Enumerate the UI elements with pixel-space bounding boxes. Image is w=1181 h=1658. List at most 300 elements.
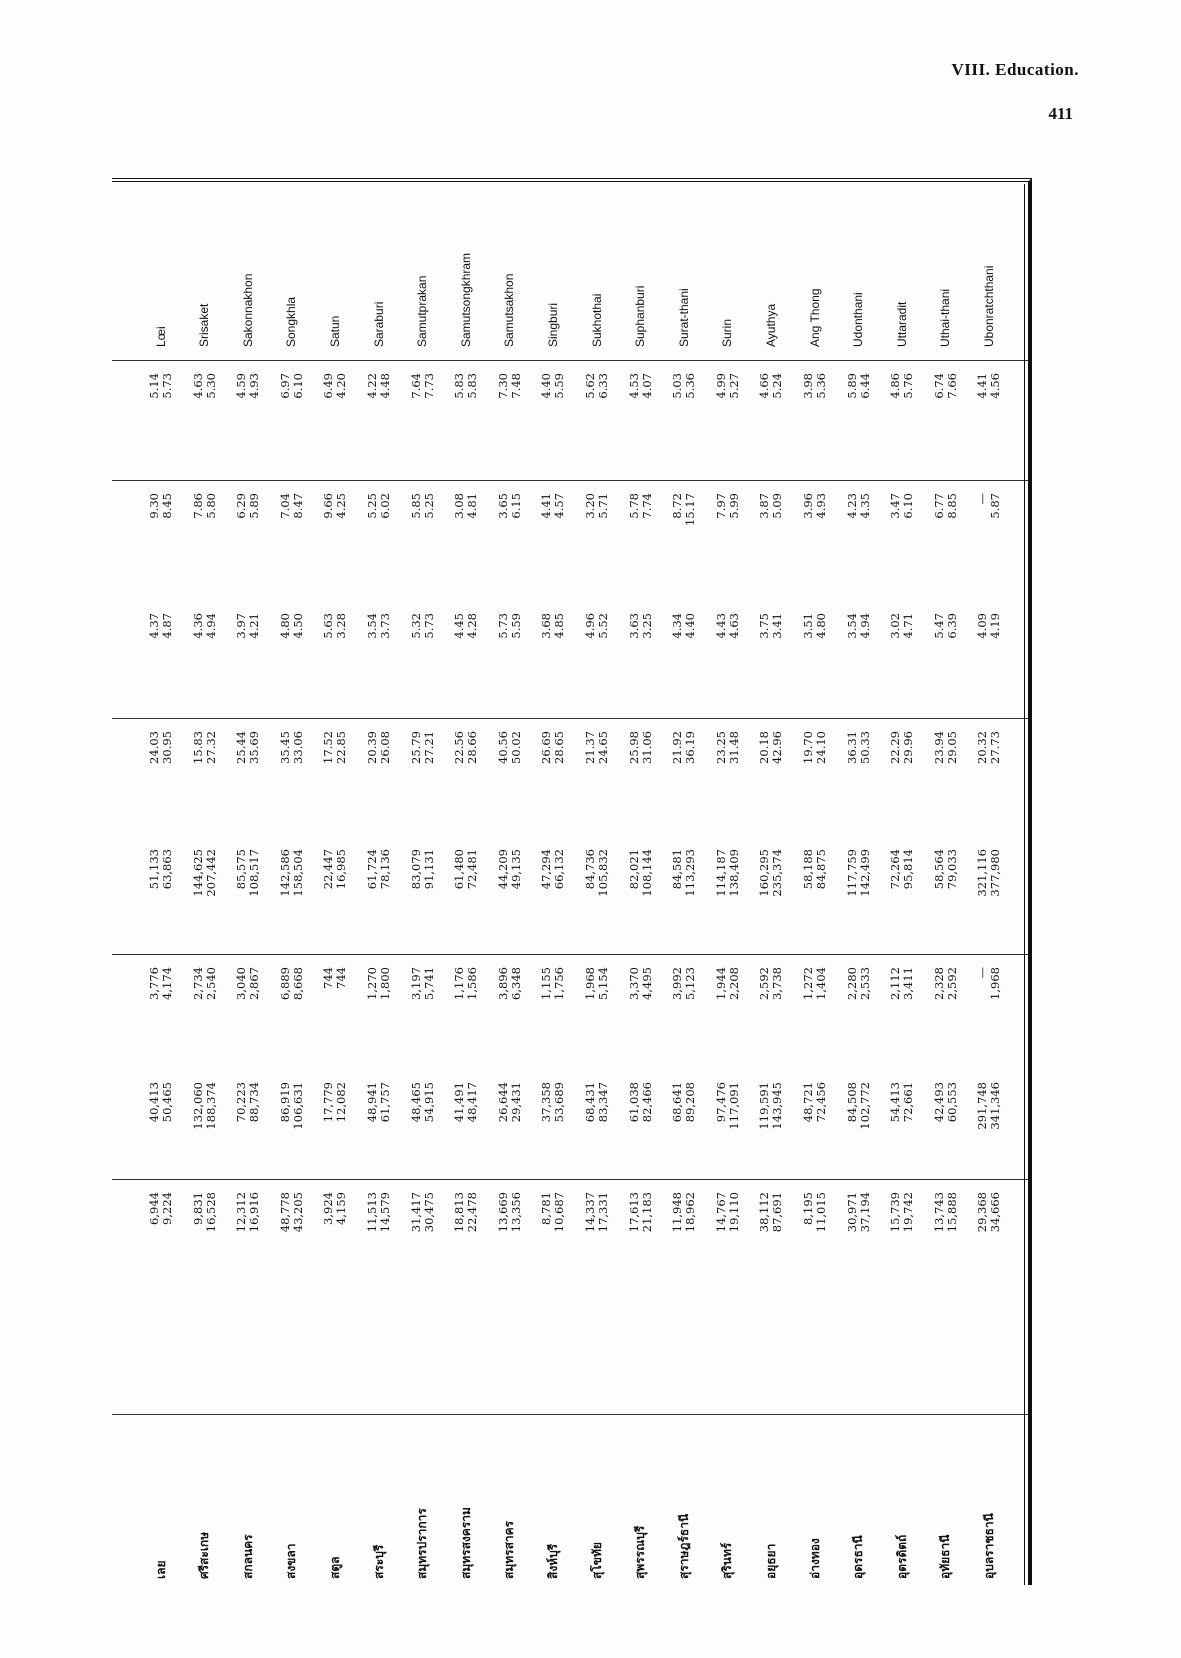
value-c7-first: 3.20 bbox=[583, 493, 597, 519]
value-cell-c7 bbox=[235, 481, 261, 601]
value-c5-second: 29.05 bbox=[944, 731, 959, 764]
province-thai-name: สุราษฎร์ธานี bbox=[676, 1513, 691, 1579]
value-c3-first: 2,592 bbox=[757, 967, 772, 1000]
value-cell-c1 bbox=[671, 1180, 697, 1295]
province-thai-name: สตูล bbox=[327, 1556, 342, 1579]
value-c3-second: 2,867 bbox=[247, 967, 262, 1000]
value-c8-first: 5.89 bbox=[844, 373, 859, 399]
value-c6-first: 4.36 bbox=[190, 613, 205, 639]
value-cell-c7 bbox=[758, 481, 784, 601]
value-c3-first: 1,968 bbox=[583, 967, 597, 1000]
value-c1-second: 13,356 bbox=[508, 1192, 523, 1233]
value-c2-second: 50,465 bbox=[160, 1082, 174, 1123]
value-c6-first: 3.97 bbox=[234, 613, 249, 639]
value-cell-c2 bbox=[279, 1070, 305, 1180]
value-c3-first: 3,896 bbox=[495, 967, 510, 1000]
value-c2-second: 54,915 bbox=[421, 1082, 436, 1123]
value-cell-c1 bbox=[497, 1180, 523, 1295]
province-english-name: Uttaradit bbox=[894, 301, 909, 347]
value-cell-c2 bbox=[715, 1070, 741, 1180]
value-c8-second: 6.44 bbox=[857, 373, 872, 399]
value-cell-c6 bbox=[235, 601, 261, 719]
value-cell-c1 bbox=[322, 1180, 348, 1295]
value-c6-second: 4.21 bbox=[247, 613, 262, 639]
value-c2-second: 72,661 bbox=[901, 1082, 916, 1123]
table-row bbox=[794, 182, 836, 1585]
value-c3-first: 3,776 bbox=[147, 967, 161, 1000]
value-cell-c4 bbox=[192, 837, 218, 955]
value-cell-c2 bbox=[410, 1070, 436, 1180]
value-c3-first: 2,112 bbox=[888, 967, 903, 1000]
value-cell-c3 bbox=[628, 955, 654, 1070]
value-c8-first: 4.66 bbox=[757, 373, 772, 399]
value-c8-second: 5.36 bbox=[814, 373, 828, 399]
table-row bbox=[576, 182, 618, 1585]
value-c2-first: 84,508 bbox=[844, 1082, 859, 1123]
value-c2-first: 17,779 bbox=[321, 1082, 336, 1123]
value-c2-first: 48,941 bbox=[365, 1082, 379, 1123]
value-c3-second: 4,174 bbox=[160, 967, 174, 1000]
value-c6-first: 4.34 bbox=[670, 613, 685, 639]
value-c3-second: 2,533 bbox=[857, 967, 872, 1000]
value-cell-c5 bbox=[976, 719, 1002, 837]
value-cell-c8 bbox=[846, 361, 872, 481]
value-c6-second: 3.73 bbox=[378, 613, 392, 639]
value-cell-c6 bbox=[279, 601, 305, 719]
value-cell-c4 bbox=[279, 837, 305, 955]
value-c5-first: 26.69 bbox=[539, 731, 554, 764]
value-c2-first: 41,491 bbox=[452, 1082, 467, 1123]
value-c4-first: 160,295 bbox=[757, 849, 772, 897]
value-c7-second: 6.10 bbox=[901, 493, 916, 519]
value-c6-second: 3.41 bbox=[770, 613, 785, 639]
value-cell-c7 bbox=[497, 481, 523, 601]
value-cell-c2 bbox=[976, 1070, 1002, 1180]
value-c5-second: 29.96 bbox=[901, 731, 916, 764]
value-cell-c1 bbox=[976, 1180, 1002, 1295]
value-c6-first: 3.54 bbox=[844, 613, 859, 639]
value-c4-first: 84,581 bbox=[670, 849, 685, 890]
value-c2-first: 97,476 bbox=[713, 1082, 728, 1123]
value-cell-c6 bbox=[715, 601, 741, 719]
value-c1-second: 43,205 bbox=[290, 1192, 305, 1233]
value-cell-c4 bbox=[235, 837, 261, 955]
section-title: VIII. Education. bbox=[951, 60, 1079, 79]
value-cell-c7 bbox=[453, 481, 479, 601]
value-c3-second: 4,495 bbox=[639, 967, 654, 1000]
value-cell-c7 bbox=[671, 481, 697, 601]
value-cell-c3 bbox=[540, 955, 566, 1070]
value-c6-second: 4.94 bbox=[857, 613, 872, 639]
value-c3-second: 1,756 bbox=[552, 967, 567, 1000]
value-c5-first: 17.52 bbox=[321, 731, 336, 764]
value-cell-c3 bbox=[148, 955, 174, 1070]
value-c3-second: 3,411 bbox=[901, 967, 916, 1000]
value-cell-c7 bbox=[279, 481, 305, 601]
value-c5-first: 19.70 bbox=[801, 731, 815, 764]
value-c7-first: 9.66 bbox=[321, 493, 336, 519]
value-cell-c6 bbox=[322, 601, 348, 719]
value-c4-second: 158,504 bbox=[290, 849, 305, 897]
value-c1-first: 6,944 bbox=[147, 1192, 161, 1225]
value-c5-second: 24.65 bbox=[596, 731, 610, 764]
value-cell-c5 bbox=[235, 719, 261, 837]
value-c7-first: 7.04 bbox=[277, 493, 292, 519]
value-c8-first: 7.30 bbox=[495, 373, 510, 399]
value-cell-c4 bbox=[802, 837, 828, 955]
value-c5-first: 21.92 bbox=[670, 731, 685, 764]
value-c1-first: 11,948 bbox=[670, 1192, 685, 1233]
table-row bbox=[184, 182, 226, 1585]
province-english-name: Suphanburi bbox=[633, 285, 648, 347]
value-cell-c8 bbox=[715, 361, 741, 481]
value-c8-second: 4.93 bbox=[247, 373, 262, 399]
value-c6-second: 5.59 bbox=[508, 613, 523, 639]
value-c6-first: 5.73 bbox=[495, 613, 510, 639]
value-c3-second: 5,741 bbox=[421, 967, 436, 1000]
value-cell-c2 bbox=[322, 1070, 348, 1180]
value-cell-c2 bbox=[235, 1070, 261, 1180]
value-c4-second: 207,442 bbox=[203, 849, 218, 897]
value-cell-c4 bbox=[366, 837, 392, 955]
value-c6-second: 4.80 bbox=[814, 613, 828, 639]
value-cell-c8 bbox=[279, 361, 305, 481]
value-c1-second: 16,916 bbox=[247, 1192, 262, 1233]
value-c4-first: 83,079 bbox=[408, 849, 423, 890]
province-english-name: Samutsakhon bbox=[502, 273, 517, 347]
value-c5-first: 25.44 bbox=[234, 731, 249, 764]
value-c1-first: 17,613 bbox=[626, 1192, 641, 1233]
value-c5-first: 23.25 bbox=[713, 731, 728, 764]
value-c5-first: 23.94 bbox=[931, 731, 946, 764]
value-cell-c2 bbox=[933, 1070, 959, 1180]
value-c2-second: 88,734 bbox=[247, 1082, 262, 1123]
value-cell-c4 bbox=[671, 837, 697, 955]
value-c7-first: 3.96 bbox=[801, 493, 815, 519]
value-c1-first: 8,781 bbox=[539, 1192, 554, 1225]
value-cell-c1 bbox=[802, 1180, 828, 1295]
province-english-name: Samutprakan bbox=[415, 275, 430, 347]
value-cell-c6 bbox=[976, 601, 1002, 719]
value-c4-second: 113,293 bbox=[683, 849, 698, 897]
value-cell-c1 bbox=[758, 1180, 784, 1295]
value-c7-second: 5.89 bbox=[247, 493, 262, 519]
value-cell-c4 bbox=[497, 837, 523, 955]
value-c5-second: 27.32 bbox=[203, 731, 218, 764]
value-c8-second: 5.27 bbox=[726, 373, 741, 399]
value-c2-second: 341,346 bbox=[988, 1082, 1003, 1130]
value-cell-c3 bbox=[497, 955, 523, 1070]
value-c3-second: 8,668 bbox=[290, 967, 305, 1000]
value-c5-second: 30.95 bbox=[160, 731, 174, 764]
value-c2-first: 42,493 bbox=[931, 1082, 946, 1123]
value-c7-first: 3.08 bbox=[452, 493, 467, 519]
value-c6-first: 3.54 bbox=[365, 613, 379, 639]
value-c4-first: 142,586 bbox=[277, 849, 292, 897]
value-cell-c4 bbox=[628, 837, 654, 955]
value-c4-second: 49,135 bbox=[508, 849, 523, 890]
value-c1-second: 30,475 bbox=[421, 1192, 436, 1233]
column-divider bbox=[112, 1179, 1028, 1180]
province-english-name: Ubonratchthani bbox=[981, 265, 996, 347]
value-c2-second: 82,466 bbox=[639, 1082, 654, 1123]
value-cell-c5 bbox=[322, 719, 348, 837]
value-c6-first: 3.68 bbox=[539, 613, 554, 639]
value-c7-first: 3.65 bbox=[495, 493, 510, 519]
value-c8-second: 6.10 bbox=[290, 373, 305, 399]
value-cell-c6 bbox=[366, 601, 392, 719]
value-c4-first: 58,188 bbox=[801, 849, 815, 890]
value-c6-first: 4.80 bbox=[277, 613, 292, 639]
value-c7-second: 4.25 bbox=[334, 493, 349, 519]
value-c4-first: 321,116 bbox=[975, 849, 990, 897]
value-c3-second: 1,800 bbox=[378, 967, 392, 1000]
value-c2-second: 117,091 bbox=[726, 1082, 741, 1130]
province-thai-name: สงขลา bbox=[284, 1543, 299, 1579]
value-c5-second: 50.02 bbox=[508, 731, 523, 764]
column-divider bbox=[112, 718, 1028, 719]
value-cell-c3 bbox=[192, 955, 218, 1070]
value-c5-second: 26.08 bbox=[378, 731, 392, 764]
value-c8-first: 5.14 bbox=[147, 373, 161, 399]
value-cell-c5 bbox=[933, 719, 959, 837]
value-c4-second: 108,144 bbox=[639, 849, 654, 897]
value-c3-first: 6,889 bbox=[277, 967, 292, 1000]
value-c5-first: 24.03 bbox=[147, 731, 161, 764]
province-english-name: Sakonnakhon bbox=[240, 273, 255, 347]
table-row bbox=[314, 182, 356, 1585]
value-c7-second: 5.25 bbox=[421, 493, 436, 519]
value-c2-first: 86,919 bbox=[277, 1082, 292, 1123]
value-c5-first: 22.56 bbox=[452, 731, 467, 764]
value-c4-first: 22,447 bbox=[321, 849, 336, 890]
table-row bbox=[663, 182, 705, 1585]
value-c7-second: 7.74 bbox=[639, 493, 654, 519]
value-c5-first: 22.29 bbox=[888, 731, 903, 764]
value-c4-second: 84,875 bbox=[814, 849, 828, 890]
value-c5-first: 25.79 bbox=[408, 731, 423, 764]
value-c8-first: 6.74 bbox=[931, 373, 946, 399]
value-c7-first: 7.97 bbox=[713, 493, 728, 519]
value-c8-first: 7.64 bbox=[408, 373, 423, 399]
value-cell-c8 bbox=[889, 361, 915, 481]
province-thai-name: อ่างทอง bbox=[807, 1538, 822, 1579]
value-c7-second: 5.09 bbox=[770, 493, 785, 519]
value-c7-second: 6.15 bbox=[508, 493, 523, 519]
value-c2-second: 72,456 bbox=[814, 1082, 828, 1123]
value-c2-first: 119,591 bbox=[757, 1082, 772, 1130]
column-divider bbox=[112, 480, 1028, 481]
value-cell-c1 bbox=[715, 1180, 741, 1295]
value-cell-c8 bbox=[148, 361, 174, 481]
province-english-name: Ang Thong bbox=[807, 288, 822, 347]
province-english-name: Sukhothai bbox=[589, 293, 604, 347]
value-c1-second: 14,579 bbox=[378, 1192, 392, 1233]
value-c4-first: 47,294 bbox=[539, 849, 554, 890]
value-c5-second: 31.06 bbox=[639, 731, 654, 764]
value-c4-first: 85,575 bbox=[234, 849, 249, 890]
value-c3-first: — bbox=[975, 967, 990, 979]
value-c7-first: 8.72 bbox=[670, 493, 685, 519]
value-cell-c6 bbox=[584, 601, 610, 719]
value-c3-first: 1,944 bbox=[713, 967, 728, 1000]
value-c7-first: 5.85 bbox=[408, 493, 423, 519]
value-c3-first: 3,040 bbox=[234, 967, 249, 1000]
value-c8-first: 6.49 bbox=[321, 373, 336, 399]
value-cell-c8 bbox=[453, 361, 479, 481]
value-cell-c6 bbox=[192, 601, 218, 719]
value-cell-c8 bbox=[540, 361, 566, 481]
value-c6-second: 4.87 bbox=[160, 613, 174, 639]
value-c3-first: 2,328 bbox=[931, 967, 946, 1000]
value-cell-c7 bbox=[889, 481, 915, 601]
value-c4-first: 44,209 bbox=[495, 849, 510, 890]
value-c2-second: 188,374 bbox=[203, 1082, 218, 1130]
value-c8-first: 4.41 bbox=[975, 373, 990, 399]
value-c2-first: 132,060 bbox=[190, 1082, 205, 1130]
value-c5-first: 15.83 bbox=[190, 731, 205, 764]
value-cell-c8 bbox=[410, 361, 436, 481]
value-cell-c4 bbox=[322, 837, 348, 955]
value-c3-second: 2,592 bbox=[944, 967, 959, 1000]
value-cell-c7 bbox=[976, 481, 1002, 601]
value-c2-first: 61,038 bbox=[626, 1082, 641, 1123]
value-c2-second: 106,631 bbox=[290, 1082, 305, 1130]
value-c6-first: 3.51 bbox=[801, 613, 815, 639]
value-cell-c3 bbox=[410, 955, 436, 1070]
province-english-name: Satun bbox=[327, 315, 342, 347]
province-thai-name: สุพรรณบุรี bbox=[633, 1525, 648, 1579]
value-c6-second: 4.85 bbox=[552, 613, 567, 639]
value-cell-c5 bbox=[279, 719, 305, 837]
statistics-table bbox=[112, 178, 1032, 1585]
value-c7-second: 6.02 bbox=[378, 493, 392, 519]
value-cell-c8 bbox=[933, 361, 959, 481]
value-c5-second: 35.69 bbox=[247, 731, 262, 764]
value-c5-second: 31.48 bbox=[726, 731, 741, 764]
value-c7-second: 4.93 bbox=[814, 493, 828, 519]
value-c8-second: 5.83 bbox=[465, 373, 480, 399]
value-c1-first: 3,924 bbox=[321, 1192, 336, 1225]
value-c5-first: 36.31 bbox=[844, 731, 859, 764]
value-c7-first: 4.23 bbox=[844, 493, 859, 519]
value-cell-c1 bbox=[628, 1180, 654, 1295]
value-cell-c6 bbox=[628, 601, 654, 719]
value-cell-c7 bbox=[715, 481, 741, 601]
province-thai-name: สมุทรปราการ bbox=[415, 1508, 430, 1579]
value-c2-second: 61,757 bbox=[378, 1082, 392, 1123]
value-cell-c7 bbox=[584, 481, 610, 601]
value-c7-second: 5.71 bbox=[596, 493, 610, 519]
value-c1-first: 18,813 bbox=[452, 1192, 467, 1233]
province-thai-name: สมุทรสาคร bbox=[502, 1520, 517, 1579]
value-c6-first: 4.96 bbox=[583, 613, 597, 639]
table-row bbox=[358, 182, 400, 1585]
value-c7-first: 9.30 bbox=[147, 493, 161, 519]
value-cell-c1 bbox=[453, 1180, 479, 1295]
value-c6-first: 3.63 bbox=[626, 613, 641, 639]
value-cell-c2 bbox=[671, 1070, 697, 1180]
value-c4-first: 84,736 bbox=[583, 849, 597, 890]
value-c1-second: 19,110 bbox=[726, 1192, 741, 1233]
value-c1-second: 22,478 bbox=[465, 1192, 480, 1233]
province-thai-name: เลย bbox=[153, 1560, 168, 1579]
value-c6-first: 4.43 bbox=[713, 613, 728, 639]
value-cell-c5 bbox=[192, 719, 218, 837]
value-c7-second: 4.35 bbox=[857, 493, 872, 519]
value-c1-second: 87,691 bbox=[770, 1192, 785, 1233]
value-cell-c7 bbox=[366, 481, 392, 601]
value-c2-second: 89,208 bbox=[683, 1082, 698, 1123]
value-c1-second: 4,159 bbox=[334, 1192, 349, 1225]
province-thai-name: อุทัยธานี bbox=[938, 1534, 953, 1579]
value-cell-c3 bbox=[453, 955, 479, 1070]
value-c8-first: 4.22 bbox=[365, 373, 379, 399]
value-cell-c5 bbox=[628, 719, 654, 837]
value-cell-c5 bbox=[148, 719, 174, 837]
value-c1-first: 12,312 bbox=[234, 1192, 249, 1233]
value-c1-first: 14,337 bbox=[583, 1192, 597, 1233]
province-thai-name: อยุธยา bbox=[763, 1543, 778, 1579]
table-row bbox=[271, 182, 313, 1585]
value-cell-c2 bbox=[846, 1070, 872, 1180]
value-c3-second: 5,123 bbox=[683, 967, 698, 1000]
value-cell-c3 bbox=[715, 955, 741, 1070]
value-cell-c3 bbox=[235, 955, 261, 1070]
value-c6-second: 4.40 bbox=[683, 613, 698, 639]
value-c7-first: — bbox=[975, 493, 990, 505]
province-thai-name: สมุทรสงคราม bbox=[458, 1507, 473, 1579]
value-cell-c8 bbox=[192, 361, 218, 481]
value-c1-second: 17,331 bbox=[596, 1192, 610, 1233]
value-cell-c5 bbox=[453, 719, 479, 837]
value-c5-second: 28.65 bbox=[552, 731, 567, 764]
value-cell-c6 bbox=[846, 601, 872, 719]
value-c7-first: 7.86 bbox=[190, 493, 205, 519]
value-c6-second: 4.50 bbox=[290, 613, 305, 639]
value-c5-second: 27.21 bbox=[421, 731, 436, 764]
value-c6-first: 4.09 bbox=[975, 613, 990, 639]
value-cell-c4 bbox=[584, 837, 610, 955]
table-row bbox=[227, 182, 269, 1585]
value-cell-c6 bbox=[802, 601, 828, 719]
value-c8-second: 5.30 bbox=[203, 373, 218, 399]
value-c4-first: 72,264 bbox=[888, 849, 903, 890]
province-english-name: Surin bbox=[720, 318, 735, 347]
value-c6-second: 4.19 bbox=[988, 613, 1003, 639]
value-cell-c7 bbox=[322, 481, 348, 601]
value-c5-second: 22.85 bbox=[334, 731, 349, 764]
rotated-table-body bbox=[112, 182, 1028, 1585]
value-c1-first: 38,112 bbox=[757, 1192, 772, 1233]
value-c1-first: 29,368 bbox=[975, 1192, 990, 1233]
value-c4-first: 114,187 bbox=[713, 849, 728, 897]
value-c3-first: 3,370 bbox=[626, 967, 641, 1000]
value-c3-second: 5,154 bbox=[596, 967, 610, 1000]
table-grid bbox=[112, 182, 1028, 1585]
value-c2-first: 291,748 bbox=[975, 1082, 990, 1130]
table-row bbox=[750, 182, 792, 1585]
value-cell-c7 bbox=[148, 481, 174, 601]
value-c1-first: 8,195 bbox=[801, 1192, 815, 1225]
value-cell-c7 bbox=[846, 481, 872, 601]
value-c8-second: 7.48 bbox=[508, 373, 523, 399]
table-row bbox=[620, 182, 662, 1585]
value-cell-c1 bbox=[410, 1180, 436, 1295]
value-c6-second: 6.39 bbox=[944, 613, 959, 639]
value-cell-c8 bbox=[584, 361, 610, 481]
value-c1-second: 34,666 bbox=[988, 1192, 1003, 1233]
